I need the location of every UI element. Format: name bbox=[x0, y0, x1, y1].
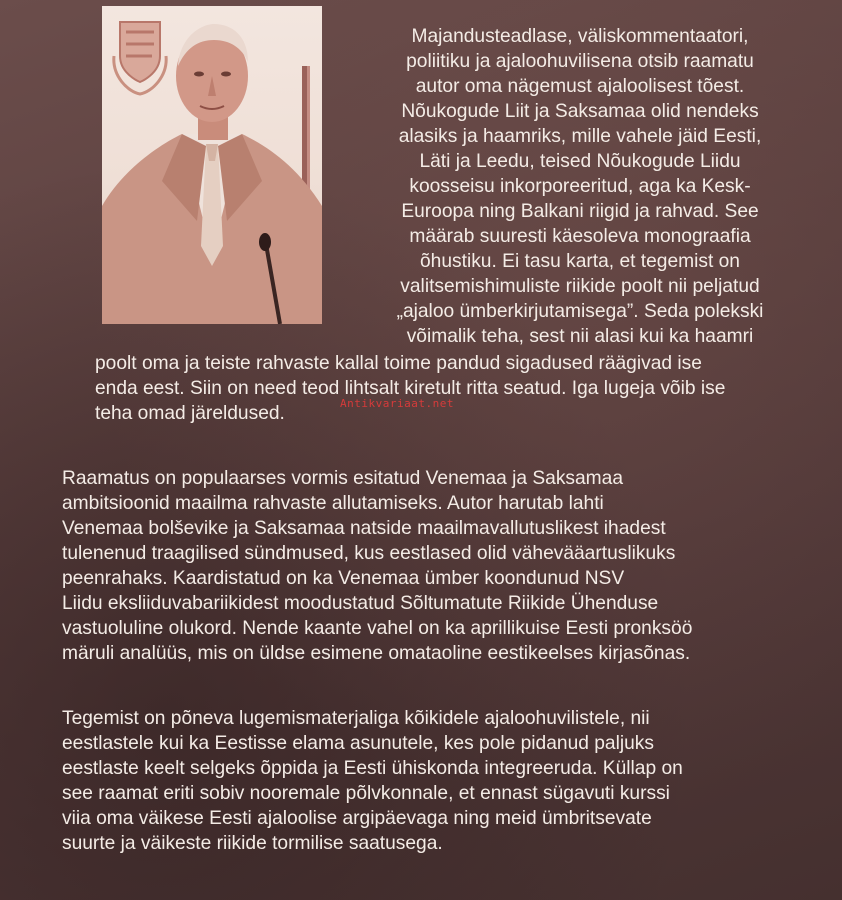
text-line: enda eest. Siin on need teod lihtsalt kiretult ritta seatud. Iga lugeja võib ise bbox=[95, 378, 726, 399]
text-line: poolt oma ja teiste rahvaste kallal toime pandud sigadused räägivad ise bbox=[95, 353, 702, 374]
text-line: Nõukogude Liit ja Saksamaa olid nendeks bbox=[401, 101, 759, 122]
text-line: ambitsioonid maailma rahvaste allutamiseks. Autor harutab lahti bbox=[62, 493, 604, 514]
text-line: Majandusteadlase, väliskommentaatori, bbox=[411, 26, 749, 47]
author-portrait bbox=[102, 6, 322, 324]
text-line: määrab suuresti käesoleva monograafia bbox=[409, 226, 751, 247]
text-line: Läti ja Leedu, teised Nõukogude Liidu bbox=[419, 151, 741, 172]
text-line: valitsemishimuliste riikide poolt nii peljatud bbox=[400, 276, 760, 297]
text-line: vastuoluline olukord. Nende kaante vahel on ka aprillikuise Eesti pronksöö bbox=[62, 618, 693, 639]
text-line: see raamat eriti sobiv nooremale põlvkonnale, et ennast sügavuti kurssi bbox=[62, 783, 670, 804]
text-line: Euroopa ning Balkani riigid ja rahvad. See bbox=[401, 201, 759, 222]
text-line: peenrahaks. Kaardistatud on ka Venemaa ümber koondunud NSV bbox=[62, 568, 625, 589]
text-line: eestlastele kui ka Eestisse elama asunutele, kes pole pidanud paljuks bbox=[62, 733, 654, 754]
text-line: suurte ja väikeste riikide tormilise saatusega. bbox=[62, 833, 443, 854]
coat-of-arms-icon bbox=[108, 16, 172, 98]
text-line: tulenenud traagilised sündmused, kus eestlased olid vähevääartuslikuks bbox=[62, 543, 676, 564]
text-line: Raamatus on populaarses vormis esitatud Venemaa ja Saksamaa bbox=[62, 468, 624, 489]
text-line: õhustiku. Ei tasu karta, et tegemist on bbox=[420, 251, 740, 272]
text-line: viia oma väikese Eesti ajaloolise argipäevaga ning meid ümbritsevate bbox=[62, 808, 652, 829]
watermark-text: Antikvariaat.net bbox=[340, 397, 454, 410]
text-line: Tegemist on põneva lugemismaterjaliga kõikidele ajaloohuvilistele, nii bbox=[62, 708, 650, 729]
text-line: alasiks ja haamriks, mille vahele jäid Eesti, bbox=[398, 126, 762, 147]
text-line: teha omad järeldused. bbox=[95, 403, 285, 424]
text-line: autor oma nägemust ajaloolisest tõest. bbox=[415, 76, 745, 97]
text-line: „ajaloo ümberkirjutamisega”. Seda polekski bbox=[396, 301, 764, 322]
text-line: võimalik teha, sest nii alasi kui ka haamri bbox=[406, 326, 754, 347]
text-line: Venemaa bolševike ja Saksamaa natside maailmavallutuslikest ihadest bbox=[62, 518, 666, 539]
text-line: poliitiku ja ajaloohuvilisena otsib raamatu bbox=[406, 51, 754, 72]
text-line: koosseisu inkorporeeritud, aga ka Kesk- bbox=[409, 176, 751, 197]
text-line: märuli analüüs, mis on üldse esimene omataoline eestikeelses kirjasõnas. bbox=[62, 643, 691, 664]
text-line: eestlaste keelt selgeks õppida ja Eesti ühiskonda integreeruda. Küllap on bbox=[62, 758, 683, 779]
text-line: Liidu eksliiduvabariikidest moodustatud Sõltumatute Riikide Ühenduse bbox=[62, 593, 659, 614]
